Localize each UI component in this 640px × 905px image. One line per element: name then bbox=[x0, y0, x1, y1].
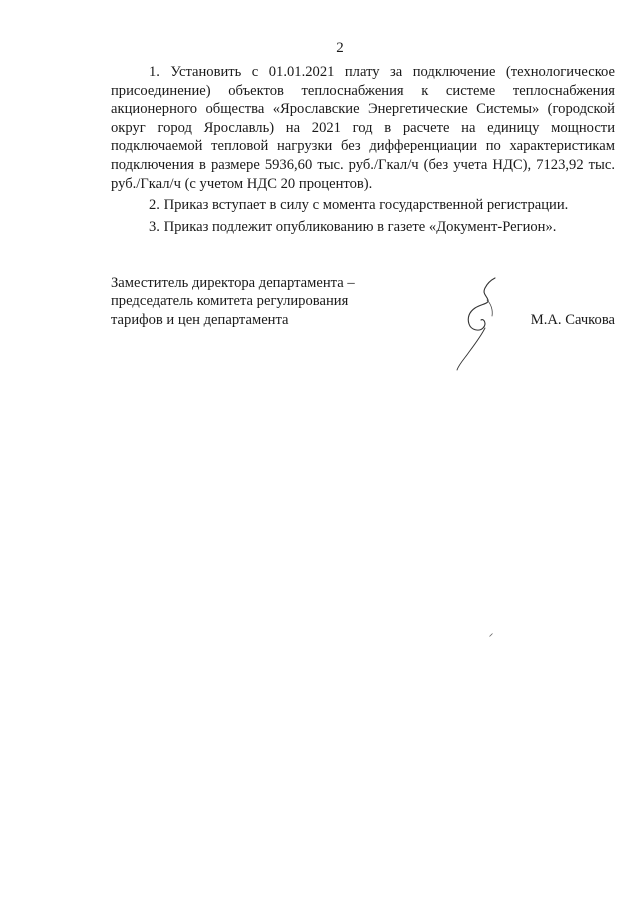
signatory-title-line-1: Заместитель директора департамента – bbox=[111, 275, 355, 291]
signatory-name: М.А. Сачкова bbox=[530, 311, 615, 328]
page-number: 2 bbox=[336, 40, 344, 56]
signature-block bbox=[111, 274, 615, 384]
paragraph-2: 2. Приказ вступает в силу с момента государственной регистрации. bbox=[149, 197, 569, 214]
signatory-title bbox=[111, 274, 355, 329]
handwritten-signature-icon bbox=[451, 274, 511, 374]
paragraph-3: 3. Приказ подлежит опубликованию в газете «Документ-Регион». bbox=[149, 218, 557, 235]
signatory-title-line-3: тарифов и цен департамента bbox=[111, 311, 289, 328]
document-body bbox=[111, 63, 615, 236]
paragraph-1: 1. Установить с 01.01.2021 плату за подключение (технологическое присоединение) объектов теплоснабжения к системе теплоснабжения акционерного общества «Ярославские Энергетические Системы» (городской округ город Ярославль) на 2021 год в расчете на единицу мощности подключаемой тепловой нагрузки без дифференциации по характеристикам подключения в размере 5936,60 тыс. руб./Гкал/ч (без учета НДС), 7123,92 тыс. руб./Гкал/ч (с учетом НДС 20 процентов). bbox=[111, 64, 615, 192]
scan-speck-icon bbox=[489, 633, 493, 637]
signatory-title-line-2: председатель комитета регулирования bbox=[111, 293, 349, 310]
